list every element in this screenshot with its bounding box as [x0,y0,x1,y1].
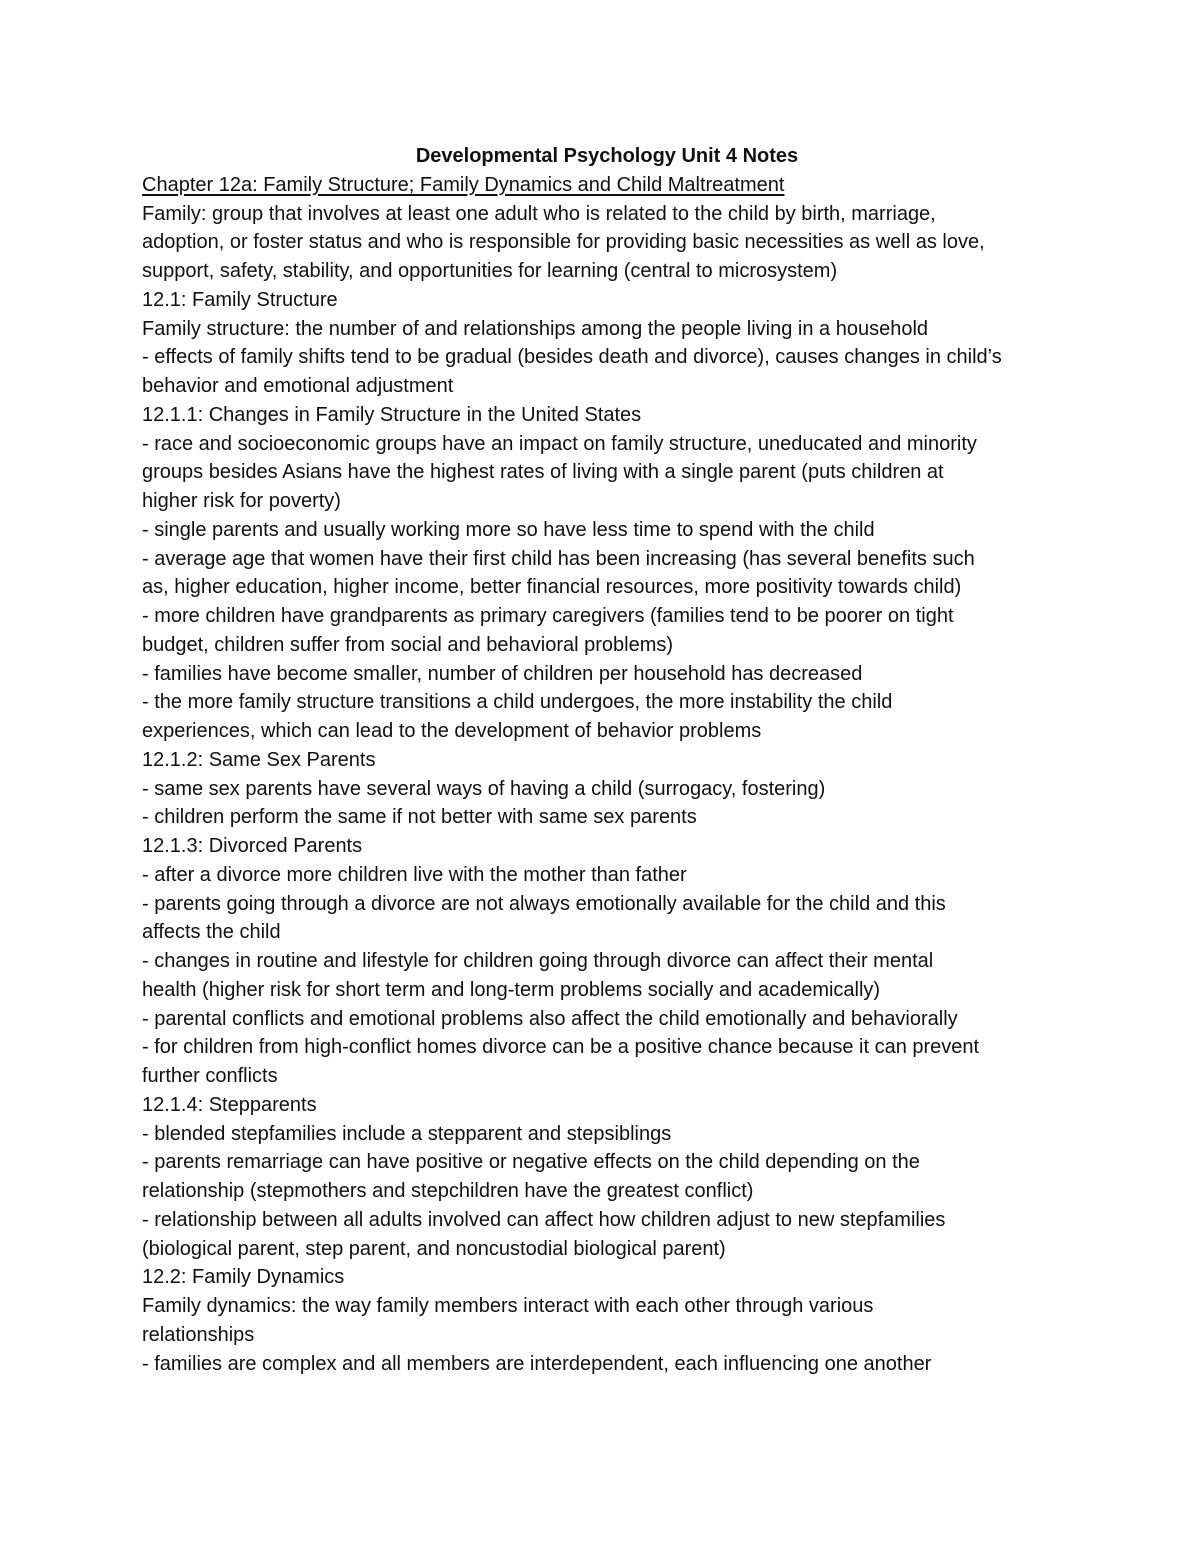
text-line: - children perform the same if not better with same sex parents [142,806,697,829]
text-line: Family structure: the number of and relationships among the people living in a household [142,317,929,340]
text-line: - after a divorce more children live with the mother than father [142,863,687,886]
text-line: groups besides Asians have the highest rates of living with a single parent (puts children at [142,461,944,484]
text-line: - relationship between all adults involved can affect how children adjust to new stepfamilies [142,1208,946,1231]
text-line: further conflicts [142,1065,278,1087]
text-line: as, higher education, higher income, better financial resources, more positivity towards child) [142,576,962,599]
text-line: (biological parent, step parent, and noncustodial biological parent) [142,1237,726,1260]
text-line: relationships [142,1323,255,1346]
text-line: adoption, or foster status and who is responsible for providing basic necessities as well as love, [142,231,985,254]
text-line: higher risk for poverty) [142,490,341,512]
document-title: Developmental Psychology Unit 4 Notes [415,145,799,167]
text-line: affects the child [142,921,281,944]
text-line: - blended stepfamilies include a stepparent and stepsiblings [142,1122,672,1145]
text-line: - changes in routine and lifestyle for children going through divorce can affect their mental [142,950,934,972]
text-line: support, safety, stability, and opportunities for learning (central to microsystem) [142,260,838,282]
text-line: Family dynamics: the way family members interact with each other through various [142,1295,874,1317]
text-line: - for children from high-conflict homes divorce can be a positive chance because it can prevent [142,1036,980,1059]
text-line: relationship (stepmothers and stepchildren have the greatest conflict) [142,1180,754,1202]
text-line: budget, children suffer from social and behavioral problems) [142,633,674,656]
text-line: experiences, which can lead to the development of behavior problems [142,720,762,742]
text-line: - average age that women have their first child has been increasing (has several benefits such [142,547,975,570]
section-heading: 12.1.2: Same Sex Parents [142,748,376,771]
text-line: health (higher risk for short term and long-term problems socially and academically) [142,978,881,1001]
text-line: - effects of family shifts tend to be gradual (besides death and divorce), causes changes in child’s [142,346,1002,369]
section-heading: 12.1.3: Divorced Parents [142,835,363,857]
text-line: - same sex parents have several ways of having a child (surrogacy, fostering) [142,777,826,800]
document-page [142,142,1072,1378]
text-line: - single parents and usually working more so have less time to spend with the child [142,518,875,541]
section-heading: 12.2: Family Dynamics [142,1266,345,1289]
section-heading: 12.1.4: Stepparents [142,1093,317,1116]
text-line: - parental conflicts and emotional problems also affect the child emotionally and behaviorally [142,1007,958,1030]
text-line: Family: group that involves at least one adult who is related to the child by birth, marriage, [142,202,936,225]
chapter-heading: Chapter 12a: Family Structure; Family Dynamics and Child Maltreatment [142,173,785,196]
text-line: - families have become smaller, number of children per household has decreased [142,662,863,685]
text-line: - more children have grandparents as primary caregivers (families tend to be poorer on tight [142,605,954,627]
text-line: - the more family structure transitions a child undergoes, the more instability the child [142,691,893,714]
text-line: behavior and emotional adjustment [142,375,454,397]
text-line: - race and socioeconomic groups have an impact on family structure, uneducated and minority [142,432,977,455]
text-line: - parents remarriage can have positive or negative effects on the child depending on the [142,1151,920,1174]
section-heading: 12.1.1: Changes in Family Structure in the United States [142,403,642,426]
text-line: - parents going through a divorce are not always emotionally available for the child and this [142,892,946,915]
notes-body [142,200,1072,1379]
text-line: - families are complex and all members are interdependent, each influencing one another [142,1352,932,1375]
section-heading: 12.1: Family Structure [142,288,338,311]
